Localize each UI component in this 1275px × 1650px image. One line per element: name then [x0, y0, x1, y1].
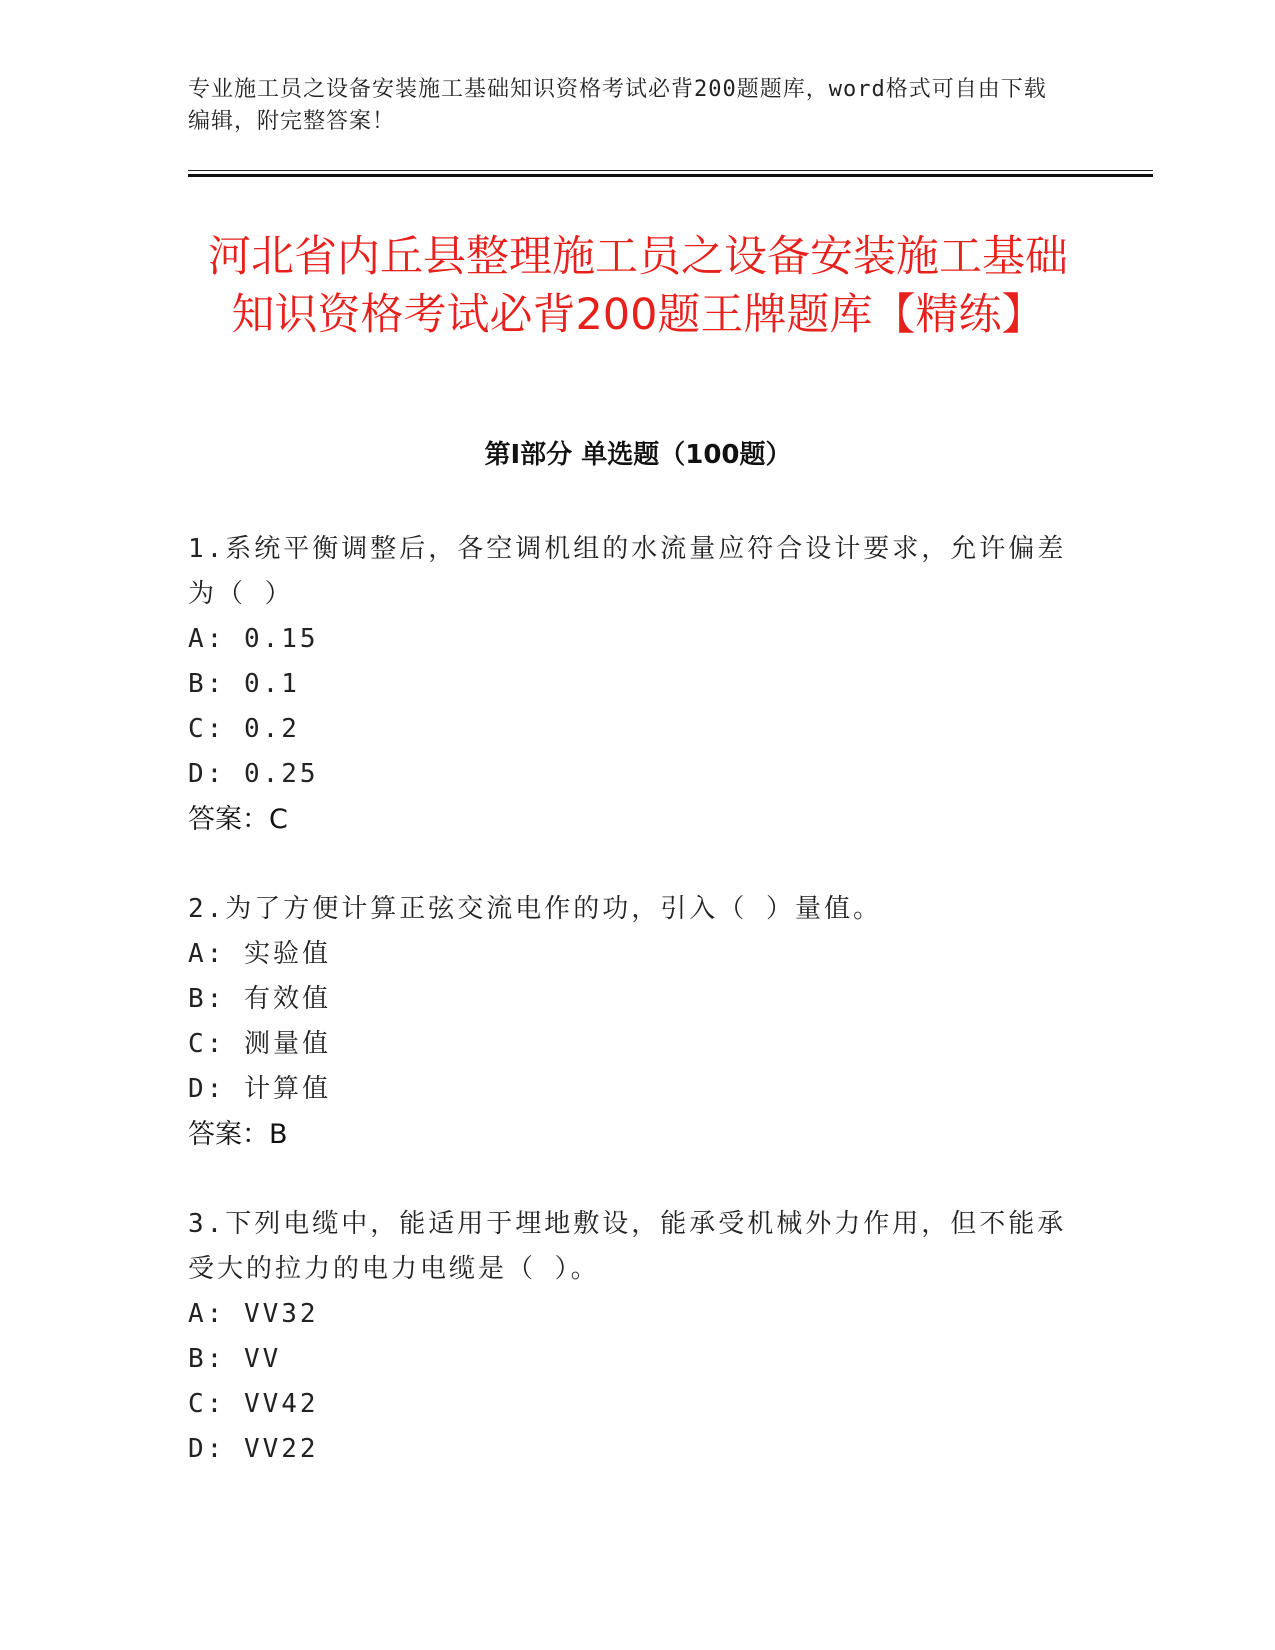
- question-stem: 3.下列电缆中，能适用于埋地敷设，能承受机械外力作用，但不能承受大的拉力的电力电缆是（ ）。: [188, 1209, 1067, 1284]
- option-c: C: 测量值: [188, 1029, 331, 1059]
- document-title: 河北省内丘县整理施工员之设备安装施工基础知识资格考试必背200题王牌题库【精练】: [208, 232, 1068, 340]
- question-stem: 2.为了方便计算正弦交流电作的功，引入（ ）量值。: [188, 894, 882, 924]
- option-d: D: 计算值: [188, 1074, 331, 1104]
- answer: 答案：C: [188, 804, 288, 835]
- option-a: A: VV32: [188, 1299, 319, 1329]
- option-c: C: 0.2: [188, 714, 300, 744]
- question-stem: 1.系统平衡调整后，各空调机组的水流量应符合设计要求，允许偏差为（ ）: [188, 534, 1067, 609]
- option-b: B: 0.1: [188, 669, 300, 699]
- option-b: B: VV: [188, 1344, 282, 1374]
- question-1: [188, 527, 1068, 842]
- option-a: A: 实验值: [188, 939, 331, 969]
- question-2: [188, 887, 1068, 1157]
- question-3: [188, 1202, 1068, 1472]
- answer: 答案：B: [188, 1119, 288, 1150]
- header-note: 专业施工员之设备安装施工基础知识资格考试必背200题题库，word格式可自由下载编辑，附完整答案！: [188, 77, 1047, 134]
- option-d: D: VV22: [188, 1434, 319, 1464]
- option-a: A: 0.15: [188, 624, 319, 654]
- question-list: [188, 527, 1068, 1517]
- option-d: D: 0.25: [188, 759, 319, 789]
- section-title: 第Ⅰ部分 单选题（100题）: [484, 440, 792, 470]
- option-c: C: VV42: [188, 1389, 319, 1419]
- option-b: B: 有效值: [188, 984, 331, 1014]
- header-rule-thin: [188, 170, 1153, 171]
- header-rule-thick: [188, 174, 1153, 177]
